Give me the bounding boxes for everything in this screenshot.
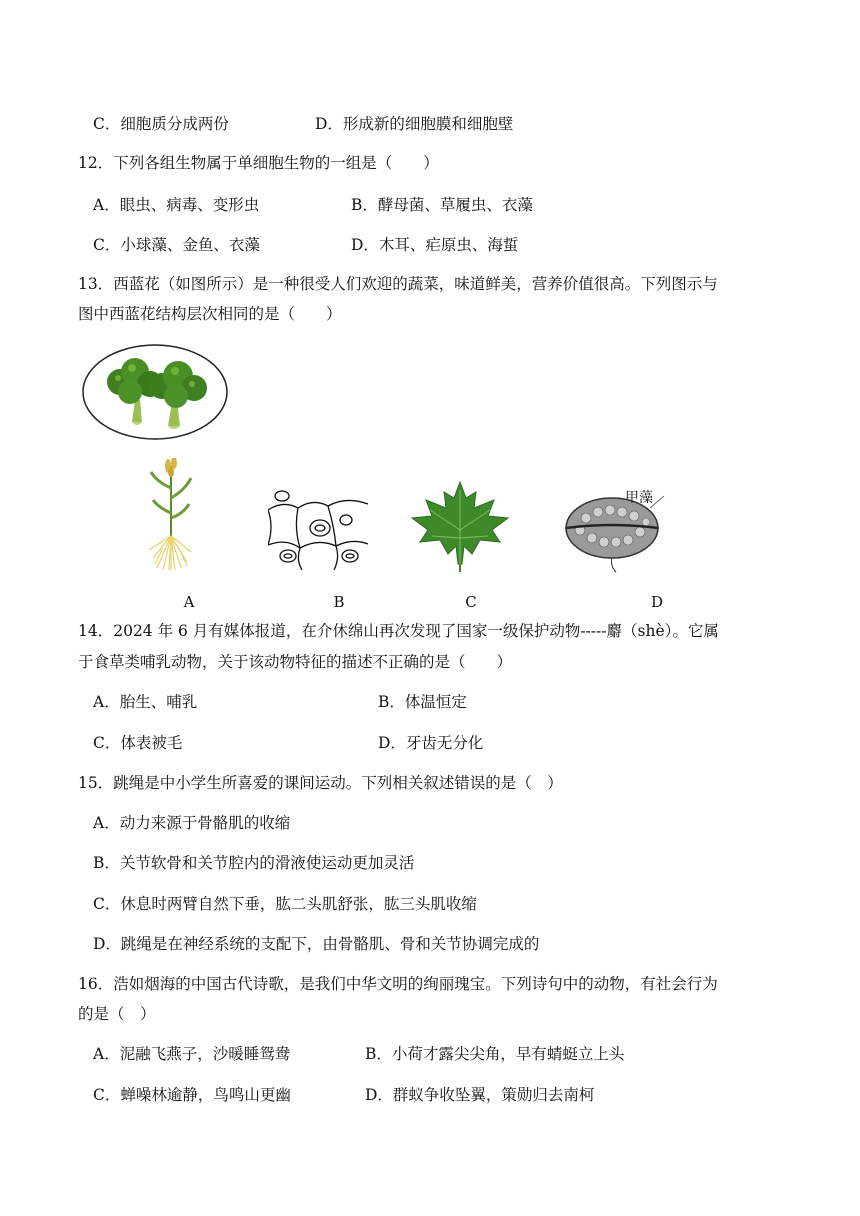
leaf-figure-c (410, 480, 510, 572)
q14-option-d: D．牙齿无分化 (378, 734, 484, 752)
broccoli-image (80, 342, 230, 442)
q16-stem-line2: 的是（ ） (78, 1005, 156, 1023)
tissue-figure-b (268, 490, 368, 570)
q16-option-a: A．泥融飞燕子，沙暖睡鸳鸯 (93, 1045, 291, 1063)
q15-option-d: D．跳绳是在神经系统的支配下，由骨骼肌、骨和关节协调完成的 (93, 935, 540, 953)
figure-label-d: D (650, 593, 664, 611)
q16-option-c: C．蝉噪林逾静，鸟鸣山更幽 (93, 1086, 291, 1104)
q16-option-b: B．小荷才露尖尖角，早有蜻蜓立上头 (365, 1045, 625, 1063)
figure-label-b: B (333, 593, 345, 611)
q14-option-a: A．胎生、哺乳 (93, 693, 198, 711)
q15-stem: 15．跳绳是中小学生所喜爱的课间运动。下列相关叙述错误的是（ ） (78, 774, 563, 792)
q11-option-d: D．形成新的细胞膜和细胞壁 (315, 115, 514, 133)
q15-option-b: B．关节软骨和关节腔内的滑液使运动更加灵活 (93, 854, 415, 872)
plant-figure-a (143, 458, 199, 573)
q12-option-b: B．酵母菌、草履虫、衣藻 (351, 196, 533, 214)
q12-option-a: A．眼虫、病毒、变形虫 (93, 196, 260, 214)
q14-stem-line2: 于食草类哺乳动物，关于该动物特征的描述不正确的是（ ） (78, 653, 513, 671)
q12-option-d: D．木耳、疟原虫、海蜇 (351, 236, 519, 254)
q15-option-a: A．动力来源于骨骼肌的收缩 (93, 814, 291, 832)
algae-label: 甲藻 (625, 490, 653, 506)
figure-label-a: A (183, 593, 195, 611)
q13-stem-line1: 13．西蓝花（如图所示）是一种很受人们欢迎的蔬菜，味道鲜美，营养价值很高。下列图示与 (78, 275, 718, 293)
q14-option-b: B．体温恒定 (378, 693, 467, 711)
q15-option-c: C．休息时两臂自然下垂，肱二头肌舒张，肱三头肌收缩 (93, 895, 477, 913)
algae-figure-d (560, 482, 680, 574)
q16-option-d: D．群蚁争收坠翼，策勋归去南柯 (365, 1086, 595, 1104)
q13-stem-line2: 图中西蓝花结构层次相同的是（ ） (78, 305, 342, 323)
q14-option-c: C．体表被毛 (93, 734, 183, 752)
figure-label-c: C (465, 593, 477, 611)
q11-option-c: C．细胞质分成两份 (93, 115, 229, 133)
q14-stem-line1: 14．2024 年 6 月有媒体报道，在介休绵山再次发现了国家一级保护动物-----麝（shè）。它属 (78, 622, 719, 640)
q16-stem-line1: 16．浩如烟海的中国古代诗歌，是我们中华文明的绚丽瑰宝。下列诗句中的动物，有社会行为 (78, 975, 718, 993)
q12-option-c: C．小球藻、金鱼、衣藻 (93, 236, 260, 254)
q12-stem: 12．下列各组生物属于单细胞生物的一组是（ ） (78, 154, 439, 172)
